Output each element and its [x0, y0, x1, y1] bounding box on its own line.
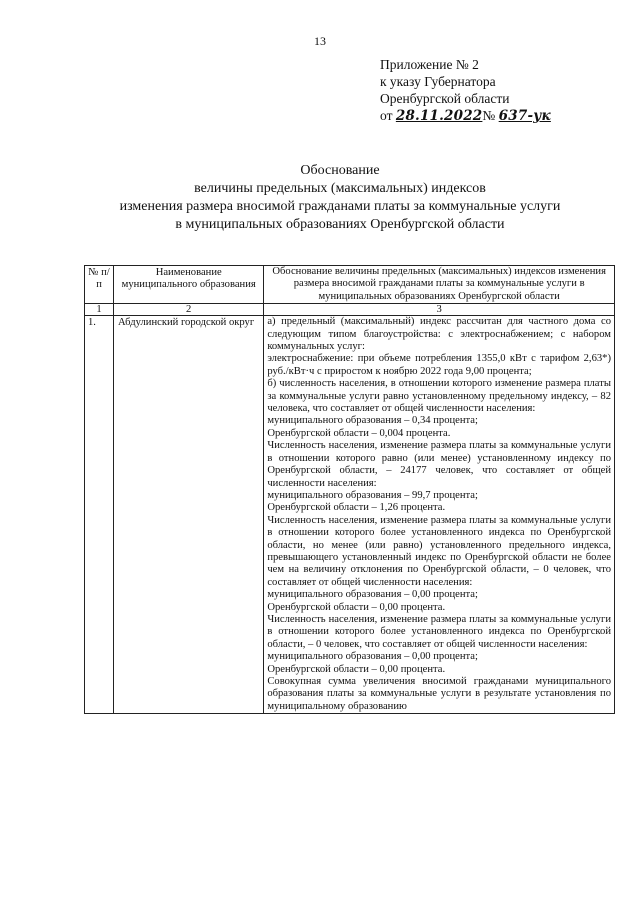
title-line-1: Обоснование: [300, 163, 380, 178]
annex-line-2: к указу Губернатора: [380, 74, 496, 89]
justification-paragraph: Оренбургской области – 1,26 процента.: [267, 502, 446, 514]
handwritten-number: 637-ук: [498, 108, 551, 124]
municipality-name: Абдулинский городской округ: [118, 317, 255, 329]
document-title: [70, 162, 610, 234]
justification-paragraph: муниципального образования – 99,7 процента;: [267, 489, 478, 501]
justification-table: [84, 265, 615, 714]
justification-paragraph: муниципального образования – 0,34 процента;: [267, 415, 478, 427]
page-number: 13: [314, 34, 326, 48]
column-number-1: 1: [85, 304, 114, 316]
title-line-2: величины предельных (максимальных) индексов: [194, 181, 486, 196]
justification-paragraph: а) предельный (максимальный) индекс рассчитан для частного дома со следующим типом благоустройства: с электроснабжением; с набором коммунальных услуг:: [267, 316, 611, 353]
header-number: № п/п: [85, 266, 114, 304]
justification-paragraph: Численность населения, изменение размера платы за коммунальные услуги в отношении которого более установленного индекса по Оренбургской области, но менее (или равно) установленного предельного индекса, превышающего установленный индекс по Оренбургской области не более чем на величину отклонения по Оренбургской области, – 0 человек, что составляет от общей численности населения:: [267, 514, 611, 588]
from-prefix: от: [380, 108, 393, 123]
justification-paragraph: муниципального образования – 0,00 процента;: [267, 651, 478, 663]
justification-paragraph: Совокупная сумма увеличения вносимой гражданами муниципального образования платы за коммунальные услуги в результате установления по муниципальному образованию: [267, 676, 611, 712]
header-justification: Обоснование величины предельных (максимальных) индексов изменения размера вносимой гражданами платы за коммунальные услуги в муниципальных образованиях Оренбургской области: [264, 266, 615, 304]
header-municipality: Наименование муниципального образования: [114, 266, 264, 304]
justification-paragraph: Оренбургской области – 0,00 процента.: [267, 601, 446, 613]
justification-cell: [264, 316, 615, 714]
handwritten-date: 28.11.2022: [395, 108, 483, 124]
column-number-3: 3: [264, 304, 615, 316]
table-row: [85, 316, 615, 714]
justification-paragraph: Оренбургской области – 0,004 процента.: [267, 427, 451, 439]
row-number-cell: [85, 316, 114, 714]
justification-paragraph: Численность населения, изменение размера платы за коммунальные услуги в отношении которого более установленного индекса по Оренбургской области, – 0 человек, что составляет от общей численности населения:: [267, 613, 611, 650]
justification-paragraph: Численность населения, изменение размера платы за коммунальные услуги в отношении которого равно (или менее) установленному индексу по Оренбургской области, – 24177 человек, что составляет от общей численности населения:: [267, 440, 611, 489]
row-number: 1.: [88, 317, 96, 329]
justification-text: [264, 316, 614, 713]
justification-paragraph: Оренбургской области – 0,00 процента.: [267, 663, 446, 675]
column-number-2: 2: [114, 304, 264, 316]
justification-paragraph: муниципального образования – 0,00 процента;: [267, 589, 478, 601]
title-line-3: изменения размера вносимой гражданами платы за коммунальные услуги: [119, 199, 561, 214]
annex-line-3: Оренбургской области: [380, 91, 510, 106]
annex-date-line: [380, 107, 551, 125]
column-number-row: [85, 304, 615, 316]
justification-paragraph: б) численность населения, в отношении которого изменение размера платы за коммунальные услуги равно установленному предельному индексу, – 82 человека, что составляет от общей численности населения:: [267, 378, 611, 415]
municipality-cell: [114, 316, 264, 714]
annex-block: [380, 56, 551, 125]
table-header-row: [85, 266, 615, 304]
justification-paragraph: электроснабжение: при объеме потребления 1355,0 кВт с тарифом 2,63*) руб./кВт·ч с приростом к ноябрю 2022 года 9,00 процента;: [267, 353, 611, 377]
title-line-4: в муниципальных образованиях Оренбургской области: [175, 217, 505, 232]
number-prefix: №: [482, 108, 496, 123]
annex-title: Приложение № 2: [380, 57, 479, 72]
